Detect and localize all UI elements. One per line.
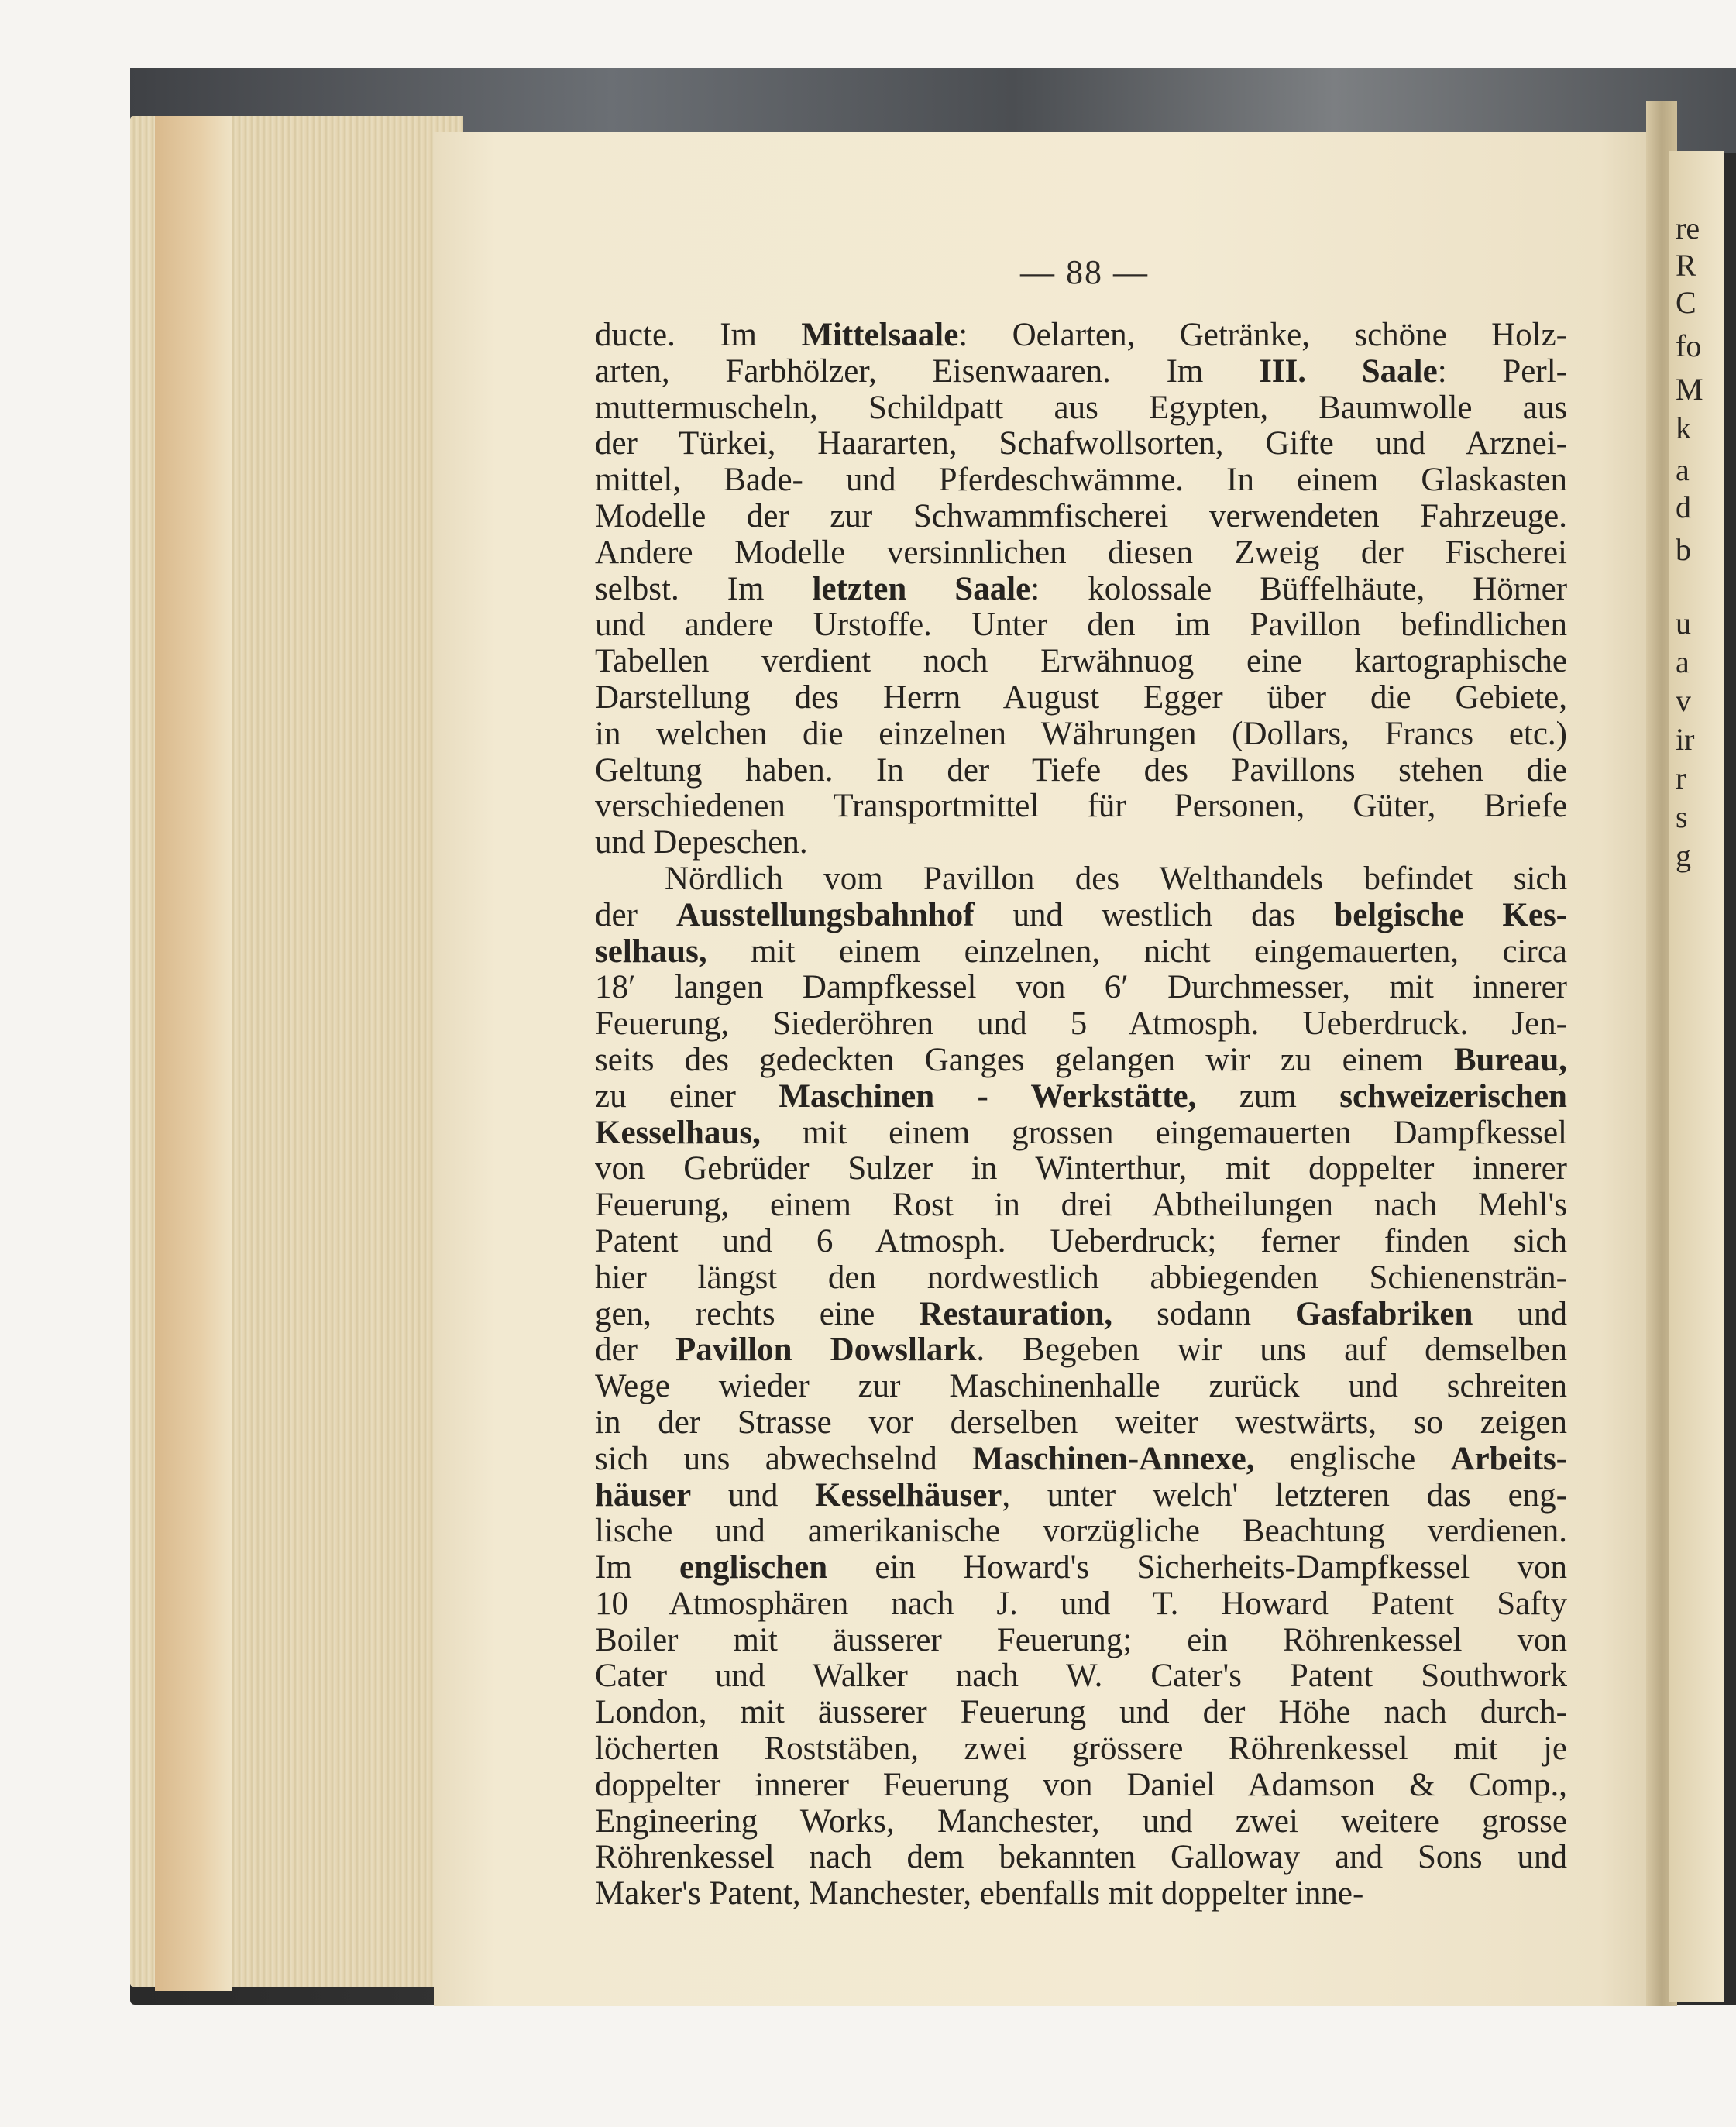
text-line	[595, 1079, 1567, 1115]
text-segment: englische	[1254, 1441, 1451, 1477]
text-segment: sich uns abwechselnd	[595, 1441, 973, 1477]
text-segment: Tabellen verdient noch Erwähnuog eine kartographische	[595, 644, 1567, 680]
text-line	[595, 898, 1567, 934]
page-number: — 88 —	[1020, 253, 1149, 291]
text-segment: Nördlich vom Pavillon des Welthandels befindet sich	[665, 861, 1567, 897]
bold-term: belgische Kes-	[1334, 897, 1567, 933]
text-segment: Maker's Patent, Manchester, ebenfalls mit doppelter inne-	[595, 1876, 1364, 1912]
text-segment: : kolossale Büffelhäute, Hörner	[1030, 571, 1567, 607]
bold-term: letzten Saale	[812, 571, 1031, 607]
page-stack-edge	[155, 116, 232, 1991]
text-line	[595, 1514, 1567, 1550]
text-segment: doppelter innerer Feuerung von Daniel Adamson & Comp.,	[595, 1767, 1567, 1803]
facing-page-letter: v	[1676, 683, 1691, 718]
text-line	[595, 499, 1567, 535]
bold-term: Gasfabriken	[1295, 1296, 1473, 1332]
text-segment: von Gebrüder Sulzer in Winterthur, mit doppelter innerer	[595, 1151, 1567, 1187]
text-line	[595, 1043, 1567, 1079]
text-line	[595, 644, 1567, 680]
text-line	[595, 1876, 1567, 1912]
text-segment: Röhrenkessel nach dem bekannten Galloway and Sons und	[595, 1840, 1567, 1876]
text-segment: und westlich das	[974, 897, 1335, 933]
text-line	[595, 861, 1567, 898]
text-line	[595, 1768, 1567, 1804]
facing-page-letter: u	[1676, 606, 1691, 641]
text-segment: 18′ langen Dampfkessel von 6′ Durchmesser, mit innerer	[595, 970, 1567, 1006]
text-line	[595, 462, 1567, 499]
text-line	[595, 716, 1567, 753]
text-line	[595, 1658, 1567, 1695]
text-segment: hier längst den nordwestlich abbiegenden Schienensträn-	[595, 1259, 1567, 1296]
text-segment: und	[691, 1477, 816, 1514]
text-segment: Boiler mit äusserer Feuerung; ein Röhrenkessel von	[595, 1622, 1567, 1658]
text-line	[595, 1369, 1567, 1405]
body-text	[595, 318, 1567, 1912]
text-segment: muttermuscheln, Schildpatt aus Egypten, Baumwolle aus	[595, 390, 1567, 426]
bold-term: Pavillon Dowsllark	[675, 1332, 977, 1369]
text-segment: : Oelarten, Getränke, schöne Holz-	[958, 318, 1567, 353]
facing-page-letter: s	[1676, 799, 1688, 834]
facing-page-letter: r	[1676, 761, 1686, 795]
text-line	[595, 1151, 1567, 1187]
text-segment: Wege wieder zur Maschinenhalle zurück und schreiten	[595, 1369, 1567, 1405]
text-segment: ein Howard's Sicherheits-Dampfkessel von	[827, 1550, 1567, 1586]
facing-page-fragment	[1669, 151, 1724, 2002]
text-segment: mit einem grossen eingemauerten Dampfkessel	[760, 1115, 1567, 1151]
facing-page-letter: k	[1676, 411, 1691, 445]
text-segment: mit einem einzelnen, nicht eingemauerten, circa	[706, 933, 1567, 970]
text-segment: verschiedenen Transportmittel für Personen, Güter, Briefe	[595, 789, 1567, 825]
text-line	[595, 1804, 1567, 1840]
bold-term: englischen	[679, 1550, 828, 1586]
facing-page-letter: fo	[1676, 328, 1702, 363]
text-line	[595, 1840, 1567, 1876]
text-segment: lische und amerikanische vorzügliche Beachtung verdienen.	[595, 1514, 1567, 1550]
text-segment: in welchen die einzelnen Währungen (Dollars, Francs etc.)	[595, 716, 1567, 752]
text-segment: Patent und 6 Atmosph. Ueberdruck; ferner finden sich	[595, 1223, 1567, 1259]
text-line	[595, 535, 1567, 572]
bold-term: III. Saale	[1259, 353, 1438, 390]
text-line	[595, 1695, 1567, 1731]
text-segment: Cater und Walker nach W. Cater's Patent Southwork	[595, 1658, 1567, 1695]
text-line	[595, 1115, 1567, 1152]
text-line	[595, 426, 1567, 462]
bold-term: Maschinen-Annexe,	[972, 1441, 1255, 1477]
bold-term: selhaus,	[595, 933, 707, 970]
text-line	[595, 1332, 1567, 1369]
text-segment: ducte. Im	[595, 318, 802, 353]
text-segment: Darstellung des Herrn August Egger über die Gebiete,	[595, 679, 1567, 716]
text-line	[595, 1297, 1567, 1333]
text-segment: selbst. Im	[595, 571, 813, 607]
text-line	[595, 1478, 1567, 1514]
text-segment: , unter welch' letzteren das eng-	[1002, 1477, 1567, 1514]
text-line	[595, 970, 1567, 1006]
text-segment: Feuerung, Siederöhren und 5 Atmosph. Ueberdruck. Jen-	[595, 1006, 1567, 1043]
text-segment: Modelle der zur Schwammfischerei verwendeten Fahrzeuge.	[595, 498, 1567, 534]
text-segment: Geltung haben. In der Tiefe des Pavillons stehen die	[595, 752, 1567, 789]
text-segment: Im	[595, 1550, 680, 1586]
text-segment: löcherten Roststäben, zwei grössere Röhrenkessel mit je	[595, 1731, 1567, 1768]
text-segment: sodann	[1112, 1296, 1296, 1332]
text-line	[595, 1586, 1567, 1623]
text-line	[595, 1550, 1567, 1586]
facing-page-letter: C	[1676, 285, 1696, 320]
text-segment: Andere Modelle versinnlichen diesen Zweig der Fischerei	[595, 534, 1567, 571]
text-line	[595, 1441, 1567, 1478]
text-line	[595, 1731, 1567, 1768]
text-line	[595, 1623, 1567, 1659]
text-segment: . Begeben wir uns auf demselben	[976, 1332, 1567, 1369]
text-segment: mittel, Bade- und Pferdeschwämme. In einem Glaskasten	[595, 462, 1567, 499]
text-segment: Feuerung, einem Rost in drei Abtheilungen nach Mehl's	[595, 1187, 1567, 1224]
text-segment: gen, rechts eine	[595, 1296, 920, 1332]
text-line	[595, 354, 1567, 390]
text-line	[595, 825, 1567, 861]
text-segment: arten, Farbhölzer, Eisenwaaren. Im	[595, 353, 1260, 390]
text-segment: der Türkei, Haararten, Schafwollsorten, Gifte und Arznei-	[595, 426, 1567, 462]
bold-term: Bureau,	[1453, 1042, 1567, 1078]
bold-term: Mittelsaale	[801, 318, 959, 353]
facing-page-letter: re	[1676, 211, 1700, 246]
bold-term: häuser	[595, 1477, 692, 1514]
text-segment: in der Strasse vor derselben weiter westwärts, so zeigen	[595, 1404, 1567, 1441]
bold-term: Ausstellungsbahnhof	[675, 897, 975, 933]
text-line	[595, 1187, 1567, 1224]
text-segment: : Perl-	[1437, 353, 1567, 390]
text-segment: London, mit äusserer Feuerung und der Höhe nach durch-	[595, 1695, 1567, 1731]
text-line	[595, 680, 1567, 716]
facing-page-letter: R	[1676, 248, 1696, 283]
bold-term: Maschinen - Werkstätte,	[779, 1078, 1197, 1115]
text-line	[595, 607, 1567, 644]
text-segment: und Depeschen.	[595, 825, 808, 861]
facing-page-letter: ir	[1676, 722, 1695, 757]
text-line	[595, 572, 1567, 608]
text-line	[595, 318, 1567, 354]
bold-term: Restauration,	[919, 1296, 1113, 1332]
facing-page-letter: a	[1676, 452, 1690, 487]
text-segment: der	[595, 1332, 676, 1369]
text-line	[595, 390, 1567, 427]
text-line	[595, 1224, 1567, 1260]
text-segment: und andere Urstoffe. Unter den im Pavillon befindlichen	[595, 607, 1567, 644]
text-line	[595, 934, 1567, 971]
facing-page-letter: g	[1676, 838, 1691, 873]
text-segment: der	[595, 897, 676, 933]
text-segment: zu einer	[595, 1078, 779, 1115]
text-segment: 10 Atmosphären nach J. und T. Howard Patent Safty	[595, 1586, 1567, 1622]
facing-page-letter: d	[1676, 490, 1691, 524]
text-segment: und	[1473, 1296, 1567, 1332]
text-line	[595, 1260, 1567, 1297]
facing-page-letter: b	[1676, 532, 1691, 567]
bold-term: schweizerischen	[1339, 1078, 1567, 1115]
text-line	[595, 753, 1567, 789]
text-line	[595, 789, 1567, 825]
text-line	[595, 1405, 1567, 1441]
bold-term: Kesselhäuser	[815, 1477, 1002, 1514]
facing-page-letter: M	[1676, 372, 1703, 407]
facing-page-letter: a	[1676, 644, 1690, 679]
text-segment: zum	[1196, 1078, 1340, 1115]
bold-term: Kesselhaus,	[595, 1115, 761, 1151]
bold-term: Arbeits-	[1450, 1441, 1567, 1477]
text-segment: seits des gedeckten Ganges gelangen wir zu einem	[595, 1042, 1454, 1078]
text-line	[595, 1006, 1567, 1043]
text-segment: Engineering Works, Manchester, und zwei weitere grosse	[595, 1803, 1567, 1840]
